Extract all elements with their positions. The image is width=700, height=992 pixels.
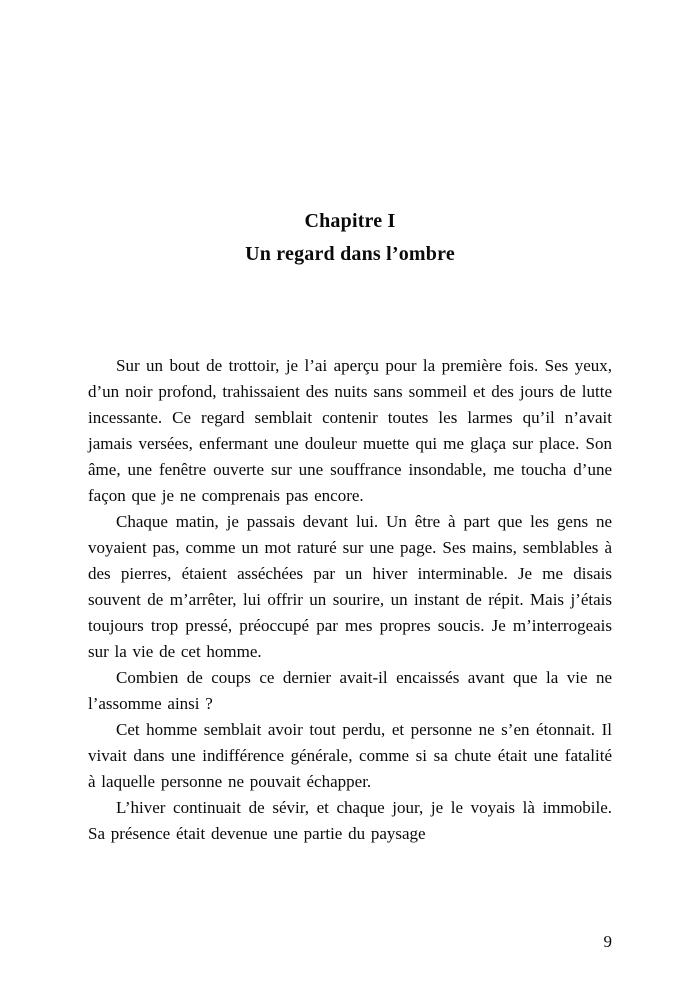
page-number: 9 bbox=[603, 932, 612, 951]
chapter-title bbox=[88, 205, 612, 271]
paragraph: L’hiver continuait de sévir, et chaque jour, je le voyais là immobile. Sa présence était devenue une partie du paysage bbox=[88, 798, 612, 843]
paragraph: Combien de coups ce dernier avait-il encaissés avant que la vie ne l’assomme ainsi ? bbox=[88, 668, 612, 713]
chapter-number: Chapitre I bbox=[304, 210, 396, 232]
paragraph: Chaque matin, je passais devant lui. Un être à part que les gens ne voyaient pas, comme un mot raturé sur une page. Ses mains, semblables à des pierres, étaient asséchées par un hiver interminable. Je me disais souvent de m’arrêter, lui offrir un sourire, un instant de répit. Mais j’étais toujours trop pressé, préoccupé par mes propres soucis. Je m’interrogeais sur la vie de cet homme. bbox=[88, 512, 612, 661]
chapter-name: Un regard dans l’ombre bbox=[245, 243, 455, 265]
paragraph: Cet homme semblait avoir tout perdu, et personne ne s’en étonnait. Il vivait dans une indifférence générale, comme si sa chute était une fatalité à laquelle personne ne pouvait échapper. bbox=[88, 720, 612, 791]
chapter-body bbox=[88, 353, 612, 847]
paragraph: Sur un bout de trottoir, je l’ai aperçu pour la première fois. Ses yeux, d’un noir profond, trahissaient des nuits sans sommeil et des jours de lutte incessante. Ce regard semblait contenir toutes les larmes qu’il n’avait jamais versées, enfermant une douleur muette qui me glaça sur place. Son âme, une fenêtre ouverte sur une souffrance insondable, me toucha d’une façon que je ne comprenais pas encore. bbox=[88, 356, 612, 505]
